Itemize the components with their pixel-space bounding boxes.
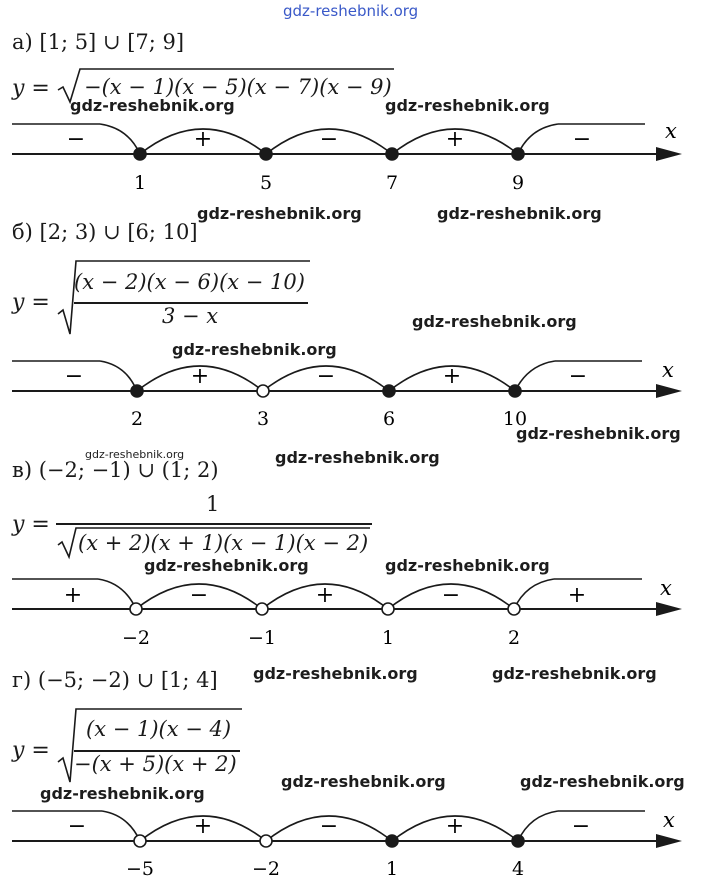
axis-arrow bbox=[656, 147, 682, 161]
number-line-v bbox=[0, 565, 705, 655]
answer-a: а) [1; 5] ∪ [7; 9] bbox=[12, 30, 185, 54]
fraction-line-v bbox=[56, 523, 372, 525]
point-open bbox=[382, 603, 394, 615]
point-filled bbox=[134, 148, 146, 160]
point-open bbox=[134, 835, 146, 847]
point-label: 2 bbox=[130, 408, 144, 430]
point-filled bbox=[386, 148, 398, 160]
watermark[interactable]: gdz-reshebnik.org bbox=[172, 340, 337, 359]
watermark[interactable]: gdz-reshebnik.org bbox=[385, 556, 550, 575]
point-label: 2 bbox=[507, 627, 521, 649]
point-label: −2 bbox=[251, 858, 281, 880]
sign: − bbox=[64, 364, 84, 389]
point-label: 1 bbox=[381, 627, 395, 649]
point-open bbox=[260, 835, 272, 847]
sign: − bbox=[66, 127, 86, 152]
number-line-g bbox=[0, 795, 705, 887]
watermark[interactable]: gdz-reshebnik.org bbox=[520, 772, 685, 791]
sign: + bbox=[445, 814, 465, 839]
denominator-g: −(x + 5)(x + 2) bbox=[74, 752, 237, 776]
answer-b: б) [2; 3) ∪ [6; 10] bbox=[12, 220, 198, 244]
point-filled bbox=[131, 385, 143, 397]
watermark[interactable]: gdz-reshebnik.org bbox=[437, 204, 602, 223]
point-label: 1 bbox=[385, 858, 399, 880]
sign: − bbox=[572, 127, 592, 152]
point-label: −2 bbox=[121, 627, 151, 649]
sign: − bbox=[189, 583, 209, 608]
sign: − bbox=[316, 364, 336, 389]
axis-label: x bbox=[660, 576, 672, 600]
axis-arrow bbox=[656, 602, 682, 616]
sign: − bbox=[568, 364, 588, 389]
numerator-b: (x − 2)(x − 6)(x − 10) bbox=[74, 270, 305, 294]
sign: − bbox=[441, 583, 461, 608]
point-label: 5 bbox=[259, 172, 273, 194]
number-line-a bbox=[0, 110, 705, 200]
answer-g: г) (−5; −2) ∪ [1; 4] bbox=[12, 668, 218, 692]
point-filled bbox=[383, 385, 395, 397]
point-label: 10 bbox=[502, 408, 528, 430]
denominator-v: (x + 2)(x + 1)(x − 1)(x − 2) bbox=[78, 531, 369, 555]
axis-label: x bbox=[662, 358, 674, 382]
point-label: −1 bbox=[247, 627, 277, 649]
point-label: −5 bbox=[125, 858, 155, 880]
sign: + bbox=[442, 364, 462, 389]
watermark[interactable]: gdz-reshebnik.org bbox=[516, 424, 681, 443]
watermark[interactable]: gdz-reshebnik.org bbox=[412, 312, 577, 331]
watermark[interactable]: gdz-reshebnik.org bbox=[144, 556, 309, 575]
watermark-small[interactable]: gdz-reshebnik.org bbox=[85, 448, 185, 461]
watermark[interactable]: gdz-reshebnik.org bbox=[253, 664, 418, 683]
numerator-v: 1 bbox=[206, 492, 220, 516]
watermark[interactable]: gdz-reshebnik.org bbox=[281, 772, 446, 791]
point-label: 6 bbox=[382, 408, 396, 430]
watermark[interactable]: gdz-reshebnik.org bbox=[40, 784, 205, 803]
formula-a-y: y = bbox=[12, 76, 50, 101]
answer-v: в) (−2; −1) ∪ (1; 2) bbox=[12, 458, 219, 482]
numerator-g: (x − 1)(x − 4) bbox=[86, 717, 232, 741]
sign: + bbox=[315, 583, 335, 608]
point-filled bbox=[509, 385, 521, 397]
watermark[interactable]: gdz-reshebnik.org bbox=[70, 96, 235, 115]
sign: + bbox=[63, 583, 83, 608]
formula-b-y: y = bbox=[12, 290, 50, 315]
watermark[interactable]: gdz-reshebnik.org bbox=[197, 204, 362, 223]
point-filled bbox=[512, 148, 524, 160]
sign: − bbox=[67, 814, 87, 839]
point-label: 1 bbox=[133, 172, 147, 194]
point-open bbox=[508, 603, 520, 615]
sign: − bbox=[571, 814, 591, 839]
point-filled bbox=[512, 835, 524, 847]
point-open bbox=[256, 603, 268, 615]
sign: − bbox=[319, 814, 339, 839]
point-open bbox=[257, 385, 269, 397]
point-label: 7 bbox=[385, 172, 399, 194]
axis-label: x bbox=[663, 808, 675, 832]
formula-g-y: y = bbox=[12, 738, 50, 763]
watermark[interactable]: gdz-reshebnik.org bbox=[385, 96, 550, 115]
sign: + bbox=[193, 127, 213, 152]
radicand-a: −(x − 1)(x − 5)(x − 7)(x − 9) bbox=[84, 75, 392, 99]
point-label: 3 bbox=[256, 408, 270, 430]
watermark[interactable]: gdz-reshebnik.org bbox=[275, 448, 440, 467]
denominator-b: 3 − x bbox=[162, 304, 219, 328]
point-label: 4 bbox=[511, 858, 525, 880]
axis-arrow bbox=[656, 834, 682, 848]
watermark-top[interactable]: gdz-reshebnik.org bbox=[283, 2, 419, 20]
formula-v-y: y = bbox=[12, 512, 50, 537]
sign: + bbox=[193, 814, 213, 839]
sign: + bbox=[567, 583, 587, 608]
sign: − bbox=[319, 127, 339, 152]
sign: + bbox=[190, 364, 210, 389]
sign: + bbox=[445, 127, 465, 152]
point-filled bbox=[386, 835, 398, 847]
watermark[interactable]: gdz-reshebnik.org bbox=[492, 664, 657, 683]
axis-arrow bbox=[656, 384, 682, 398]
point-filled bbox=[260, 148, 272, 160]
axis-label: x bbox=[665, 119, 677, 143]
point-open bbox=[130, 603, 142, 615]
point-label: 9 bbox=[511, 172, 525, 194]
